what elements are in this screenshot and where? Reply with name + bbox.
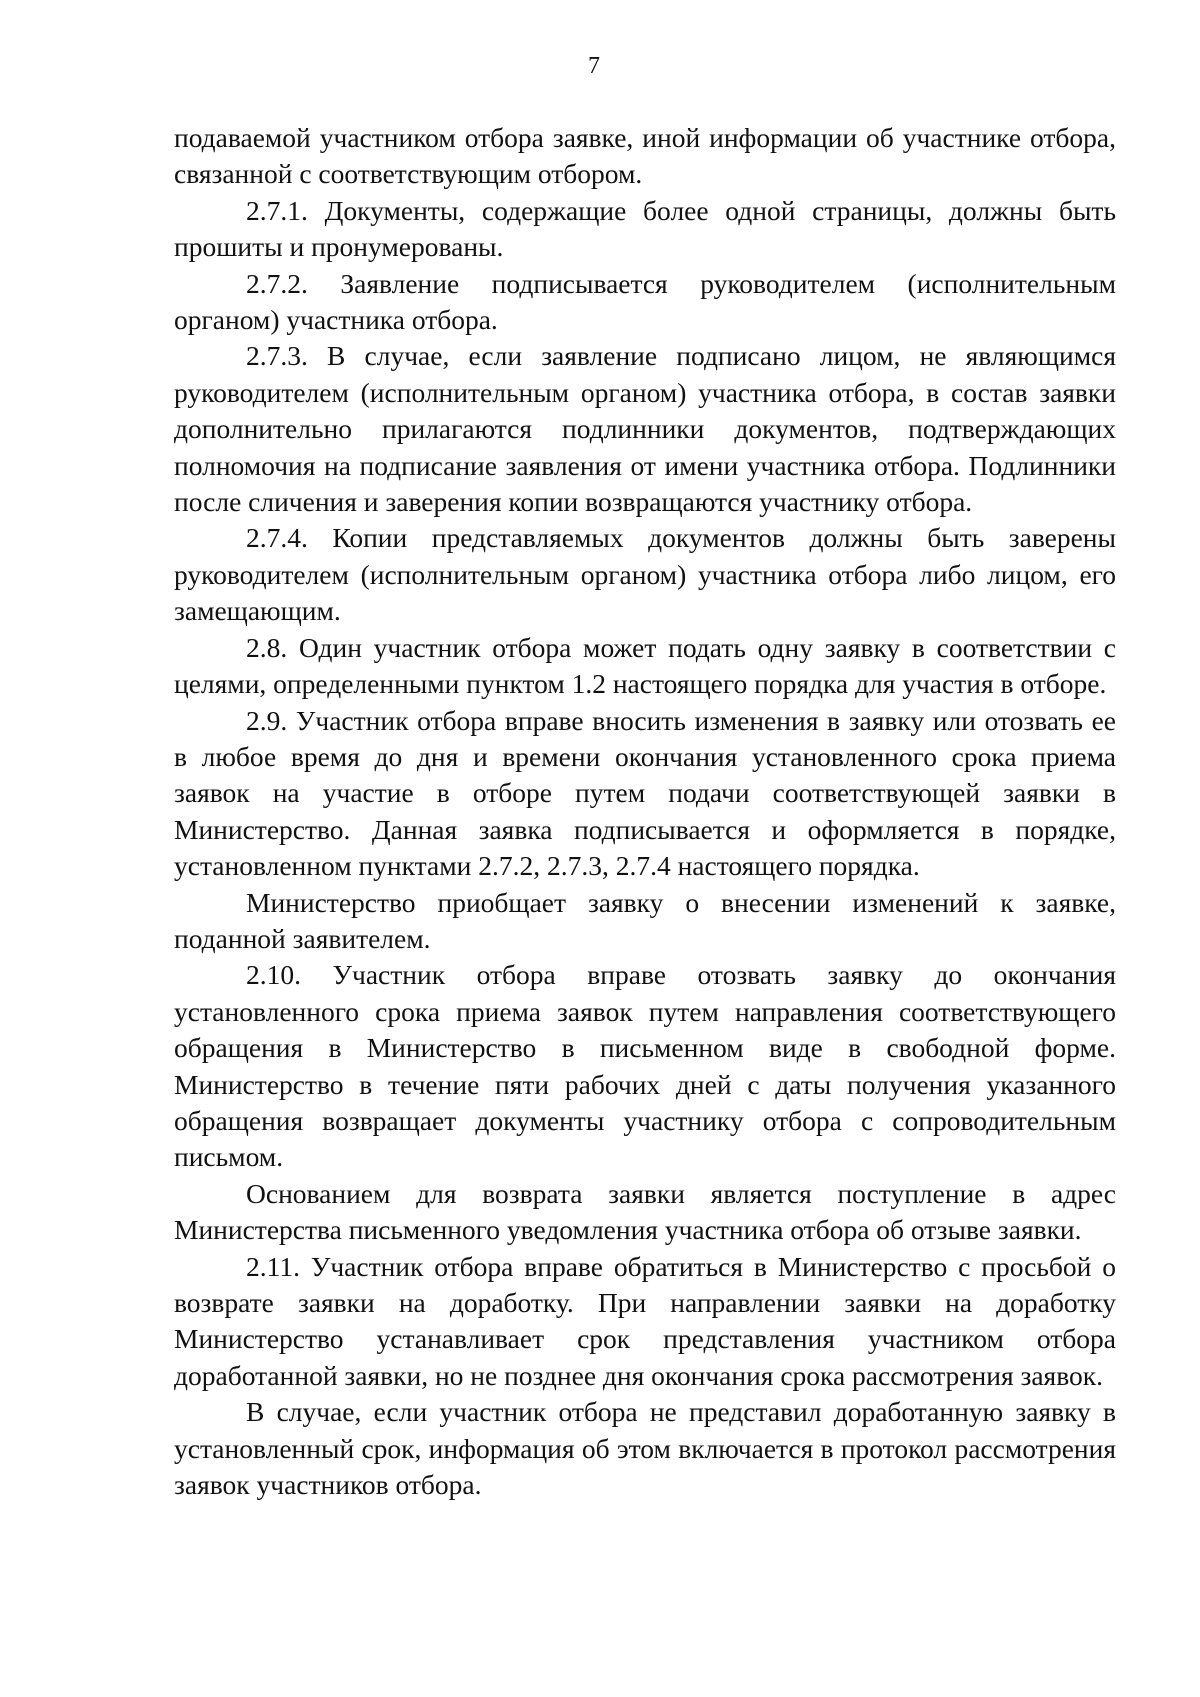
paragraph-continuation: подаваемой участником отбора заявке, иной информации об участнике отбора, связанной с соответствующим отбором. <box>174 122 1116 190</box>
paragraph-2-10: 2.10. Участник отбора вправе отозвать заявку до окончания установленного срока приема заявок путем направления соответствующего обращения в Министерство в письменном виде в свободной форме. Министерство в течение пяти рабочих дней с даты получения указанного обращения возвращает документы участнику отбора с сопроводительным письмом. <box>174 959 1116 1173</box>
document-body <box>174 120 1116 1503</box>
paragraph-2-7-1: 2.7.1. Документы, содержащие более одной страницы, должны быть прошиты и пронумерованы. <box>174 194 1116 263</box>
paragraph-2-10-addendum: Основанием для возврата заявки является поступление в адрес Министерства письменного уведомления участника отбора об отзыве заявки. <box>174 1177 1116 1246</box>
paragraph-2-7-4: 2.7.4. Копии представляемых документов должны быть заверены руководителем (исполнительным органом) участника отбора либо лицом, его замещающим. <box>174 522 1116 627</box>
paragraph-2-9-addendum: Министерство приобщает заявку о внесении изменений к заявке, поданной заявителем. <box>174 886 1116 954</box>
paragraph-2-7-3: 2.7.3. В случае, если заявление подписано лицом, не являющимся руководителем (исполнительным органом) участника отбора, в состав заявки дополнительно прилагаются подлинники документов, подтверждающих полномочия на подписание заявления от имени участника отбора. Подлинники после сличения и заверения копии возвращаются участнику отбора. <box>174 340 1116 518</box>
paragraph-2-11-addendum: В случае, если участник отбора не представил доработанную заявку в установленный срок, информация об этом включается в протокол рассмотрения заявок участников отбора. <box>174 1396 1116 1501</box>
page-number: 7 <box>588 53 600 79</box>
paragraph-2-7-2: 2.7.2. Заявление подписывается руководителем (исполнительным органом) участника отбора. <box>174 267 1116 336</box>
paragraph-2-11: 2.11. Участник отбора вправе обратиться в Министерство с просьбой о возврате заявки на доработку. При направлении заявки на доработку Министерство устанавливает срок представления участником отбора доработанной заявки, но не позднее дня окончания срока рассмотрения заявок. <box>174 1250 1116 1391</box>
paragraph-2-8: 2.8. Один участник отбора может подать одну заявку в соответствии с целями, определенными пунктом 1.2 настоящего порядка для участия в отборе. <box>174 631 1116 700</box>
paragraph-2-9: 2.9. Участник отбора вправе вносить изменения в заявку или отозвать ее в любое время до дня и времени окончания установленного срока приема заявок на участие в отборе путем подачи соответствующей заявки в Министерство. Данная заявка подписывается и оформляется в порядке, установленном пунктами 2.7.2, 2.7.3, 2.7.4 настоящего порядка. <box>174 704 1116 882</box>
